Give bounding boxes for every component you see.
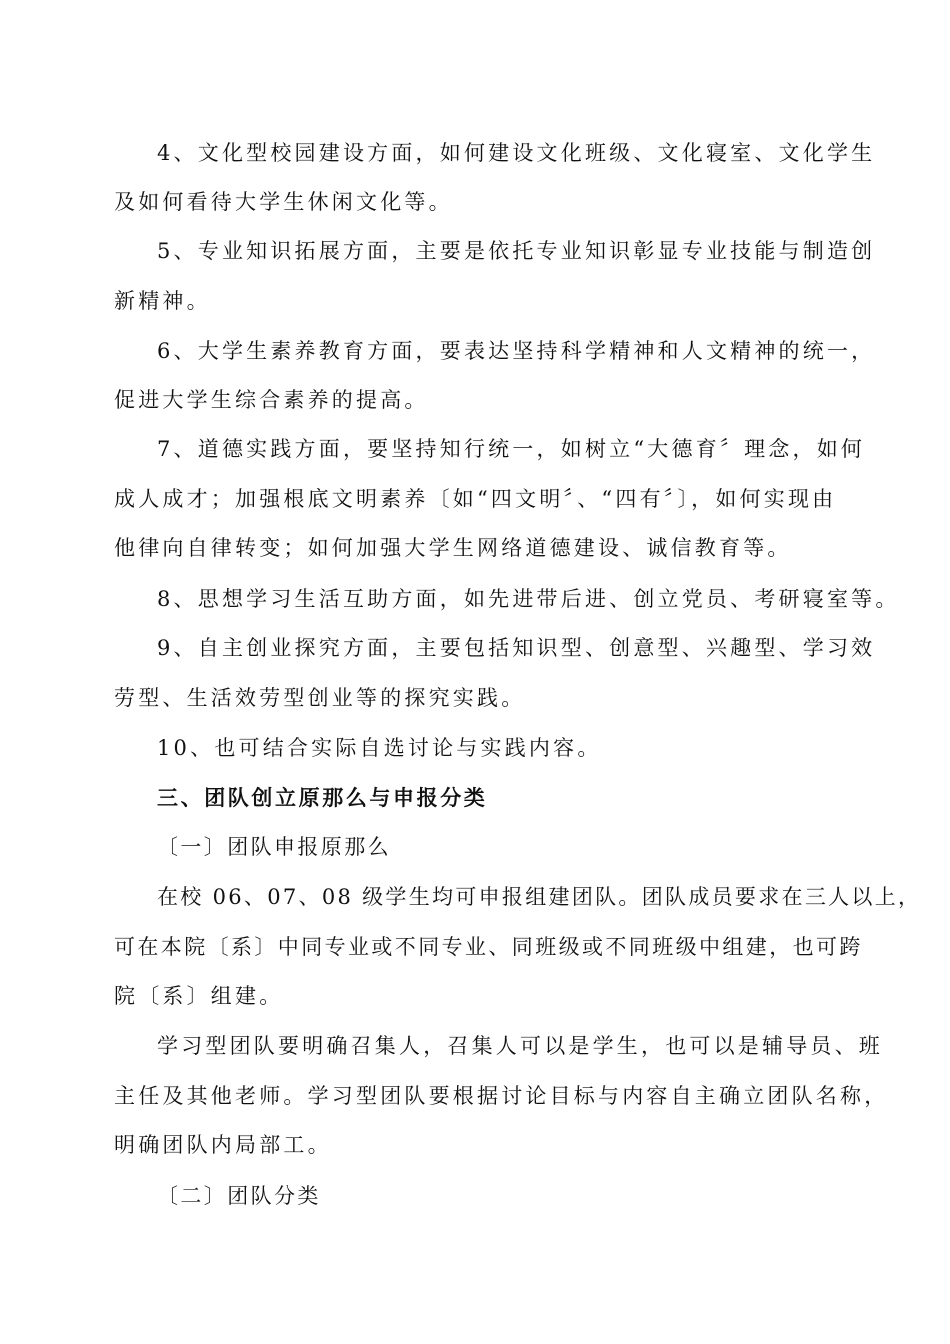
paragraph-team-line-1: 学习型团队要明确召集人，召集人可以是学生，也可以是辅导员、班 bbox=[157, 1034, 883, 1058]
paragraph-9-line-2: 劳型、生活效劳型创业等的探究实践。 bbox=[114, 686, 526, 710]
paragraph-10-line-1: 10、也可结合实际自选讨论与实践内容。 bbox=[157, 736, 602, 760]
subsection-heading-2: 〔二〕团队分类 bbox=[157, 1184, 321, 1208]
section-heading-3: 三、团队创立原那么与申报分类 bbox=[157, 786, 488, 810]
paragraph-5-line-1: 5、专业知识拓展方面，主要是依托专业知识彰显专业技能与制造创 bbox=[157, 239, 876, 263]
paragraph-apply-line-1: 在校 06、07、08 级学生均可申报组建团队。团队成员要求在三人以上， bbox=[157, 885, 922, 909]
paragraph-7-line-3: 他律向自律转变；如何加强大学生网络道德建设、诚信教育等。 bbox=[114, 536, 792, 560]
paragraph-8-line-1: 8、思想学习生活互助方面，如先进带后进、创立党员、考研寝室等。 bbox=[157, 587, 900, 611]
paragraph-4-line-1: 4、文化型校园建设方面，如何建设文化班级、文化寝室、文化学生 bbox=[157, 141, 876, 165]
paragraph-9-line-1: 9、自主创业探究方面，主要包括知识型、创意型、兴趣型、学习效 bbox=[157, 636, 876, 660]
paragraph-5-line-2: 新精神。 bbox=[114, 289, 211, 313]
paragraph-team-line-2: 主任及其他老师。学习型团队要根据讨论目标与内容自主确立团队名称， bbox=[114, 1084, 889, 1108]
paragraph-7-line-1: 7、道德实践方面，要坚持知行统一，如树立“大德育〞理念，如何 bbox=[157, 437, 866, 461]
subsection-heading-1: 〔一〕团队申报原那么 bbox=[157, 835, 391, 859]
paragraph-6-line-2: 促进大学生综合素养的提高。 bbox=[114, 388, 429, 412]
paragraph-6-line-1: 6、大学生素养教育方面，要表达坚持科学精神和人文精神的统一， bbox=[157, 339, 876, 363]
paragraph-team-line-3: 明确团队内局部工。 bbox=[114, 1133, 332, 1157]
paragraph-4-line-2: 及如何看待大学生休闲文化等。 bbox=[114, 190, 453, 214]
paragraph-apply-line-3: 院〔系〕组建。 bbox=[114, 984, 284, 1008]
paragraph-7-line-2: 成人成才；加强根底文明素养〔如“四文明〞、“四有〞〕，如何实现由 bbox=[114, 487, 837, 511]
paragraph-apply-line-2: 可在本院〔系〕中同专业或不同专业、同班级或不同班级中组建，也可跨 bbox=[114, 935, 863, 959]
